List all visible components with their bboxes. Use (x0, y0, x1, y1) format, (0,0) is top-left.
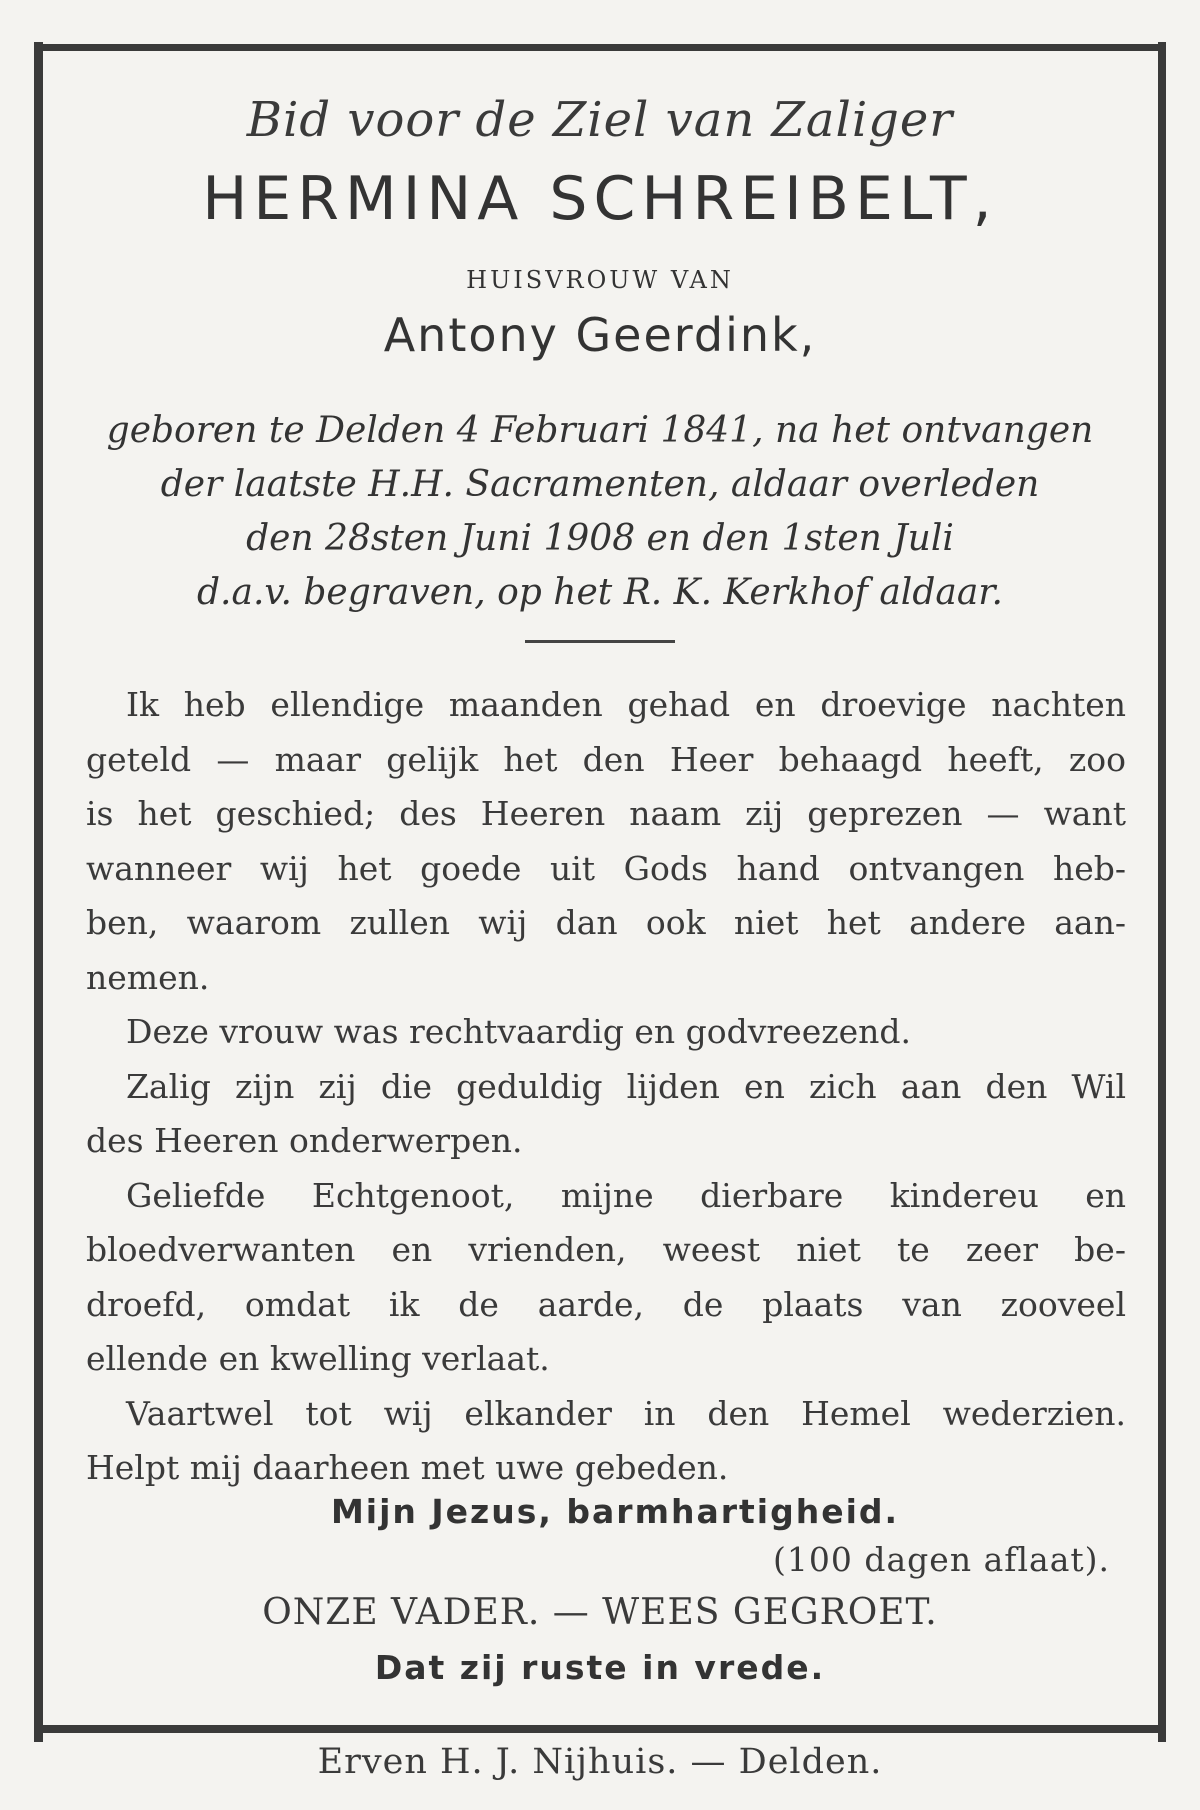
biography-line: den 28sten Juni 1908 en den 1sten Juli (246, 518, 954, 559)
paragraph-line: nemen. (86, 957, 210, 997)
paragraph-line: ellende en kwelling verlaat. (86, 1339, 550, 1378)
closing-prayers: ONZE VADER. — WEES GEGROET. (262, 1592, 938, 1633)
paragraph-line: droefd, omdat ik de aarde, de plaats van zooveel (86, 1284, 1126, 1324)
prayer-text (86, 678, 1126, 1496)
paragraph-line: ben, waarom zullen wij dan ook niet het andere aan- (86, 903, 1126, 942)
paragraph-line: Vaartwel tot wij elkander in den Hemel wederzien. (126, 1393, 1126, 1433)
paragraph-line: Deze vrouw was rechtvaardig en godvreezend. (126, 1012, 912, 1051)
biography (60, 404, 1140, 620)
biography-line: der laatste H.H. Sacramenten, aldaar overleden (160, 464, 1040, 505)
paragraph-line: des Heeren onderwerpen. (86, 1121, 523, 1160)
paragraph-line: Ik heb ellendige maanden gehad en droevige nachten (126, 685, 1126, 724)
paragraph-line: geteld — maar gelijk het den Heer behaagd heeft, zoo (86, 739, 1126, 779)
deceased-name: HERMINA SCHREIBELT, (202, 164, 998, 234)
bottom-border-rule (40, 1725, 1162, 1733)
paragraph-line: bloedverwanten en vrienden, weest niet te zeer be- (86, 1230, 1126, 1269)
paragraph-line: Zalig zijn zij die geduldig lijden en zich aan den Wil (126, 1066, 1126, 1106)
left-border-rule (34, 42, 43, 1742)
top-border-rule (40, 44, 1162, 51)
section-divider (525, 640, 675, 643)
invocation-heading: Bid voor de Ziel van Zaliger (246, 92, 954, 148)
ejaculation-prayer: Mijn Jezus, barmhartigheid. (330, 1492, 900, 1531)
spouse-name: Antony Geerdink, (383, 308, 817, 362)
right-border-rule (1158, 42, 1166, 1742)
rest-in-peace: Dat zij ruste in vrede. (374, 1648, 826, 1687)
printer-imprint: Erven H. J. Nijhuis. — Delden. (317, 1742, 883, 1782)
memorial-card (60, 52, 1140, 1720)
biography-line: d.a.v. begraven, op het R. K. Kerkhof aldaar. (197, 572, 1003, 613)
biography-line: geboren te Delden 4 Februari 1841, na het ontvangen (106, 410, 1094, 451)
relation-label: HUISVROUW VAN (466, 266, 734, 294)
paragraph-line: wanneer wij het goede uit Gods hand ontvangen heb- (86, 848, 1126, 888)
paragraph-line: is het geschied; des Heeren naam zij geprezen — want (86, 794, 1126, 833)
paragraph-line: Helpt mij daarheen met uwe gebeden. (86, 1448, 729, 1487)
paragraph-line: Geliefde Echtgenoot, mijne dierbare kindereu en (126, 1175, 1126, 1215)
indulgence-note: (100 dagen aflaat). (773, 1540, 1110, 1579)
